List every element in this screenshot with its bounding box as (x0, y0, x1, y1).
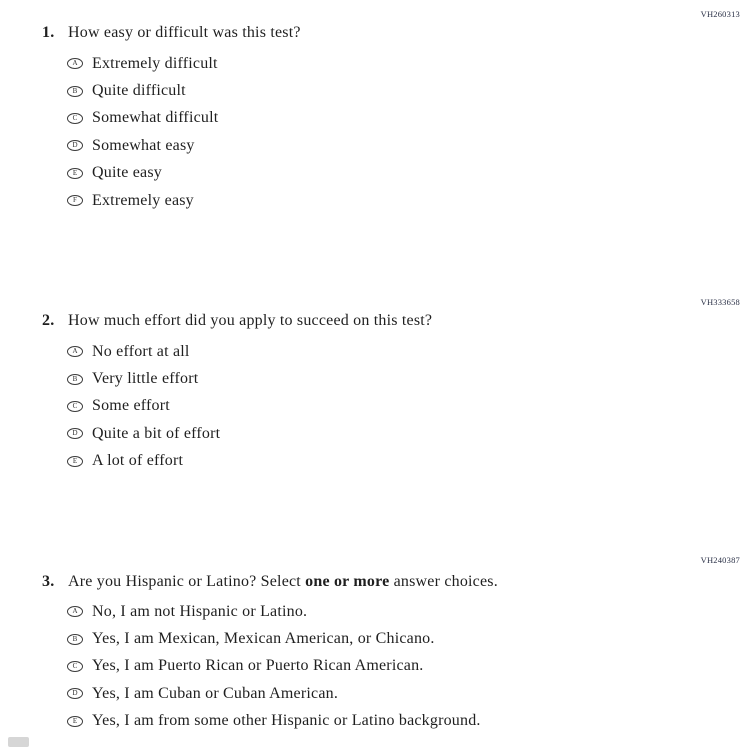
answer-option-label: Some effort (92, 397, 170, 415)
answer-option[interactable] (67, 365, 220, 392)
answer-option-label: Extremely easy (92, 191, 194, 209)
answer-bubble-icon[interactable]: C (67, 661, 83, 672)
answer-bubble-icon[interactable]: C (67, 113, 83, 124)
answer-bubble-icon[interactable]: B (67, 374, 83, 385)
answer-options (67, 50, 218, 214)
question-number: 1. (42, 24, 55, 41)
answer-option[interactable] (67, 598, 481, 625)
answer-bubble-icon[interactable]: D (67, 140, 83, 151)
question-3-title (42, 573, 498, 591)
answer-option[interactable] (67, 50, 218, 77)
answer-bubble-icon[interactable]: D (67, 428, 83, 439)
answer-option[interactable] (67, 393, 220, 420)
answer-bubble-icon[interactable]: B (67, 86, 83, 97)
question-text: Are you Hispanic or Latino? Select (68, 573, 306, 590)
question-number: 3. (42, 573, 55, 590)
item-code: VH333658 (700, 297, 740, 307)
answer-option-label: Quite easy (92, 164, 162, 182)
answer-bubble-icon[interactable]: C (67, 401, 83, 412)
answer-option[interactable] (67, 160, 218, 187)
question-text: How much effort did you apply to succeed on this test? (68, 312, 433, 329)
answer-options (67, 598, 481, 735)
question-text: How easy or difficult was this test? (68, 24, 301, 41)
answer-option[interactable] (67, 187, 218, 214)
answer-option[interactable] (67, 420, 220, 447)
answer-option-label: Yes, I am Cuban or Cuban American. (92, 684, 339, 702)
answer-option-label: No, I am not Hispanic or Latino. (92, 602, 308, 620)
answer-option[interactable] (67, 448, 220, 475)
answer-option-label: Quite a bit of effort (92, 424, 221, 442)
answer-option-label: No effort at all (92, 342, 190, 360)
answer-option[interactable] (67, 132, 218, 159)
answer-option-label: Yes, I am Mexican, Mexican American, or Chicano. (92, 630, 435, 648)
answer-option[interactable] (67, 105, 218, 132)
question-text-suffix: answer choices. (389, 573, 498, 590)
answer-bubble-icon[interactable]: E (67, 168, 83, 179)
answer-option-label: Somewhat difficult (92, 109, 219, 127)
item-code: VH260313 (700, 9, 740, 19)
answer-option-label: Extremely difficult (92, 54, 218, 72)
answer-option[interactable] (67, 653, 481, 680)
answer-option-label: Yes, I am Puerto Rican or Puerto Rican American. (92, 657, 424, 675)
answer-option-label: Quite difficult (92, 82, 186, 100)
item-code: VH240387 (700, 555, 740, 565)
answer-bubble-icon[interactable]: D (67, 688, 83, 699)
answer-option-label: Somewhat easy (92, 136, 195, 154)
question-2-title (42, 312, 432, 330)
question-1-title (42, 24, 301, 42)
answer-bubble-icon[interactable]: A (67, 346, 83, 357)
answer-bubble-icon[interactable]: F (67, 195, 83, 206)
answer-option-label: A lot of effort (92, 452, 184, 470)
answer-bubble-icon[interactable]: B (67, 634, 83, 645)
answer-options (67, 338, 220, 475)
question-text-bold: one or more (305, 573, 390, 590)
answer-bubble-icon[interactable]: A (67, 606, 83, 617)
answer-option-label: Yes, I am from some other Hispanic or Latino background. (92, 712, 481, 730)
answer-option[interactable] (67, 708, 481, 735)
answer-bubble-icon[interactable]: A (67, 58, 83, 69)
answer-option-label: Very little effort (92, 370, 199, 388)
answer-option[interactable] (67, 77, 218, 104)
answer-option[interactable] (67, 338, 220, 365)
answer-bubble-icon[interactable]: E (67, 716, 83, 727)
question-number: 2. (42, 312, 55, 329)
answer-option[interactable] (67, 680, 481, 707)
horizontal-scrollbar-thumb[interactable] (8, 737, 29, 747)
answer-bubble-icon[interactable]: E (67, 456, 83, 467)
answer-option[interactable] (67, 625, 481, 652)
